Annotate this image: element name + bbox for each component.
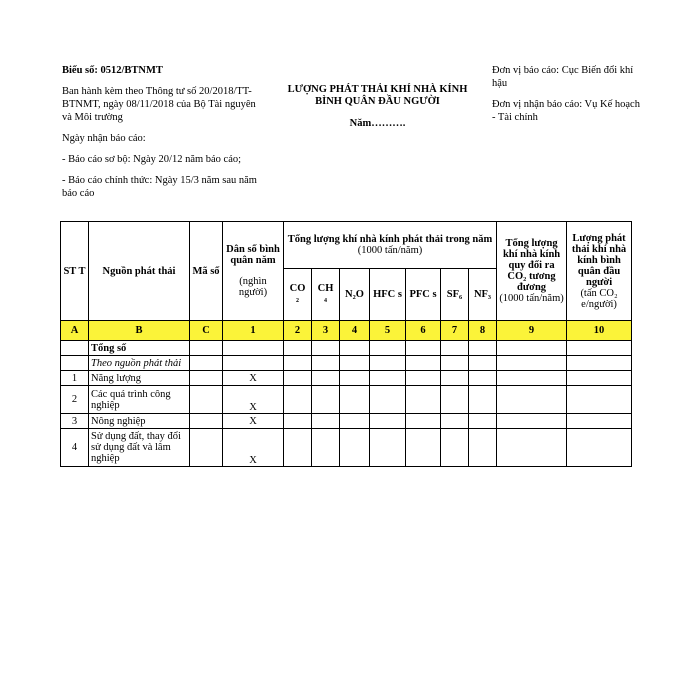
header-per-capita — [567, 222, 632, 321]
data-cell[interactable] — [406, 341, 441, 356]
row-pop: X — [223, 371, 284, 386]
row-stt: 1 — [61, 371, 89, 386]
header-total-group-unit: (1000 tấn/năm) — [357, 245, 423, 256]
report-title-block — [270, 84, 485, 130]
row-source: Các quá trình công nghiệp — [89, 386, 190, 414]
header-population-label: Dân số bình quân năm — [226, 244, 280, 266]
data-cell[interactable] — [469, 414, 497, 429]
header-code: Mã số — [190, 222, 223, 321]
data-cell[interactable] — [312, 356, 340, 371]
data-cell[interactable] — [497, 414, 567, 429]
data-cell[interactable] — [469, 386, 497, 414]
header-total-group — [284, 222, 497, 269]
data-cell[interactable] — [406, 429, 441, 467]
row-source: Năng lượng — [89, 371, 190, 386]
data-cell[interactable] — [284, 414, 312, 429]
header-gas-nf3: NF₃ — [469, 269, 497, 321]
header-per-capita-label: Lượng phát thải khí nhà kính bình quân đầu người — [571, 232, 627, 288]
row-stt: 2 — [61, 386, 89, 414]
data-cell[interactable] — [370, 414, 406, 429]
row-source: Theo nguồn phát thải — [89, 356, 190, 371]
data-cell[interactable] — [441, 386, 469, 414]
row-source: Sử dụng đất, thay đổi sử dụng đất và lâm nghiệp — [89, 429, 190, 467]
index-cell: 1 — [223, 321, 284, 341]
header-gas-ch4 — [312, 269, 340, 321]
index-row — [61, 321, 632, 341]
data-cell[interactable] — [406, 414, 441, 429]
row-code — [190, 356, 223, 371]
emissions-table — [60, 221, 632, 467]
index-cell: A — [61, 321, 89, 341]
header-stt: ST T — [61, 222, 89, 321]
data-cell[interactable] — [340, 371, 370, 386]
header-population-unit: (nghìn người) — [238, 276, 268, 298]
header-gas-n2o: N₂O — [340, 269, 370, 321]
row-stt: 4 — [61, 429, 89, 467]
data-cell[interactable] — [370, 341, 406, 356]
report-title-line1: LƯỢNG PHÁT THẢI KHÍ NHÀ KÍNH — [287, 84, 468, 95]
data-cell[interactable] — [497, 371, 567, 386]
data-cell[interactable] — [312, 386, 340, 414]
header-per-capita-unit: (tấn CO₂ e/người) — [580, 287, 618, 310]
row-pop: X — [223, 429, 284, 467]
data-cell[interactable] — [441, 371, 469, 386]
index-cell: 2 — [284, 321, 312, 341]
row-source: Tổng số — [89, 341, 190, 356]
header-co2eq — [497, 222, 567, 321]
index-cell: 3 — [312, 321, 340, 341]
table-row — [61, 371, 632, 386]
header-gas-co2 — [284, 269, 312, 321]
gas-co2-label: CO — [289, 282, 306, 294]
gas-co2-sub: 2 — [296, 297, 299, 304]
header-source: Nguồn phát thải — [89, 222, 190, 321]
row-pop: X — [223, 386, 284, 414]
form-number: Biểu số: 0512/BTNMT — [62, 65, 163, 76]
header-gas-hfcs: HFC s — [370, 269, 406, 321]
data-cell[interactable] — [469, 429, 497, 467]
data-cell[interactable] — [340, 341, 370, 356]
data-cell[interactable] — [441, 356, 469, 371]
data-cell[interactable] — [567, 386, 632, 414]
data-cell[interactable] — [497, 356, 567, 371]
data-cell[interactable] — [406, 386, 441, 414]
data-cell[interactable] — [567, 341, 632, 356]
data-cell[interactable] — [370, 386, 406, 414]
data-cell[interactable] — [370, 356, 406, 371]
prelim-report-text: - Báo cáo sơ bộ: Ngày 20/12 năm báo cáo; — [62, 154, 242, 165]
issued-by-text: Ban hành kèm theo Thông tư số 20/2018/TT-BTNMT, ngày 08/11/2018 của Bộ Tài nguyên và Môi trường — [62, 86, 256, 123]
header-co2eq-unit: (1000 tấn/năm) — [499, 293, 564, 304]
data-cell[interactable] — [284, 356, 312, 371]
index-cell: 10 — [567, 321, 632, 341]
data-cell[interactable] — [284, 386, 312, 414]
index-cell: 9 — [497, 321, 567, 341]
row-pop: X — [223, 414, 284, 429]
data-cell[interactable] — [497, 341, 567, 356]
data-cell[interactable] — [497, 429, 567, 467]
header-gas-pfcs: PFC s — [406, 269, 441, 321]
data-cell[interactable] — [497, 386, 567, 414]
index-cell: 6 — [406, 321, 441, 341]
data-cell[interactable] — [284, 371, 312, 386]
table-row — [61, 429, 632, 467]
data-cell[interactable] — [312, 341, 340, 356]
index-cell: C — [190, 321, 223, 341]
data-cell[interactable] — [441, 341, 469, 356]
data-cell[interactable] — [312, 429, 340, 467]
report-meta-left — [62, 64, 262, 208]
index-cell: 8 — [469, 321, 497, 341]
receiving-unit: Đơn vị nhận báo cáo: Vụ Kế hoạch - Tài chính — [492, 99, 640, 123]
data-cell[interactable] — [406, 356, 441, 371]
data-cell[interactable] — [340, 386, 370, 414]
row-pop — [223, 356, 284, 371]
row-code — [190, 386, 223, 414]
data-cell[interactable] — [441, 429, 469, 467]
index-cell: B — [89, 321, 190, 341]
data-cell[interactable] — [312, 414, 340, 429]
gas-ch4-label: CH — [317, 282, 334, 294]
gas-ch4-sub: 4 — [324, 297, 327, 304]
data-cell[interactable] — [284, 341, 312, 356]
row-source: Nông nghiệp — [89, 414, 190, 429]
index-cell: 7 — [441, 321, 469, 341]
data-cell[interactable] — [567, 414, 632, 429]
data-cell[interactable] — [406, 371, 441, 386]
report-year: Năm………. — [349, 118, 406, 129]
row-code — [190, 341, 223, 356]
table-row — [61, 341, 632, 356]
reporting-unit: Đơn vị báo cáo: Cục Biến đổi khí hậu — [492, 65, 634, 89]
data-cell[interactable] — [370, 371, 406, 386]
row-pop — [223, 341, 284, 356]
index-cell: 4 — [340, 321, 370, 341]
data-cell[interactable] — [340, 414, 370, 429]
table-row — [61, 414, 632, 429]
header-total-group-label: Tổng lượng khí nhà kính phát thải trong năm — [287, 234, 493, 245]
data-cell[interactable] — [441, 414, 469, 429]
row-code — [190, 429, 223, 467]
data-cell[interactable] — [284, 429, 312, 467]
data-cell[interactable] — [469, 356, 497, 371]
row-stt — [61, 341, 89, 356]
header-co2eq-label: Tổng lượng khí nhà kính quy đổi ra CO₂ tương đương — [502, 238, 561, 293]
row-code — [190, 414, 223, 429]
report-meta-right — [492, 64, 642, 132]
data-cell[interactable] — [567, 356, 632, 371]
data-cell[interactable] — [340, 356, 370, 371]
received-date-label: Ngày nhận báo cáo: — [62, 133, 146, 144]
header-population — [223, 222, 284, 321]
row-stt: 3 — [61, 414, 89, 429]
row-stt — [61, 356, 89, 371]
data-cell[interactable] — [340, 429, 370, 467]
data-cell[interactable] — [567, 429, 632, 467]
table-row — [61, 386, 632, 414]
table-row — [61, 356, 632, 371]
header-gas-sf6: SF₆ — [441, 269, 469, 321]
data-cell[interactable] — [370, 429, 406, 467]
row-code — [190, 371, 223, 386]
data-cell[interactable] — [469, 341, 497, 356]
data-cell[interactable] — [567, 371, 632, 386]
index-cell: 5 — [370, 321, 406, 341]
report-title-line2: BÌNH QUÂN ĐẦU NGƯỜI — [315, 96, 440, 107]
data-cell[interactable] — [469, 371, 497, 386]
data-cell[interactable] — [312, 371, 340, 386]
official-report-text: - Báo cáo chính thức: Ngày 15/3 năm sau năm báo cáo — [62, 175, 257, 199]
